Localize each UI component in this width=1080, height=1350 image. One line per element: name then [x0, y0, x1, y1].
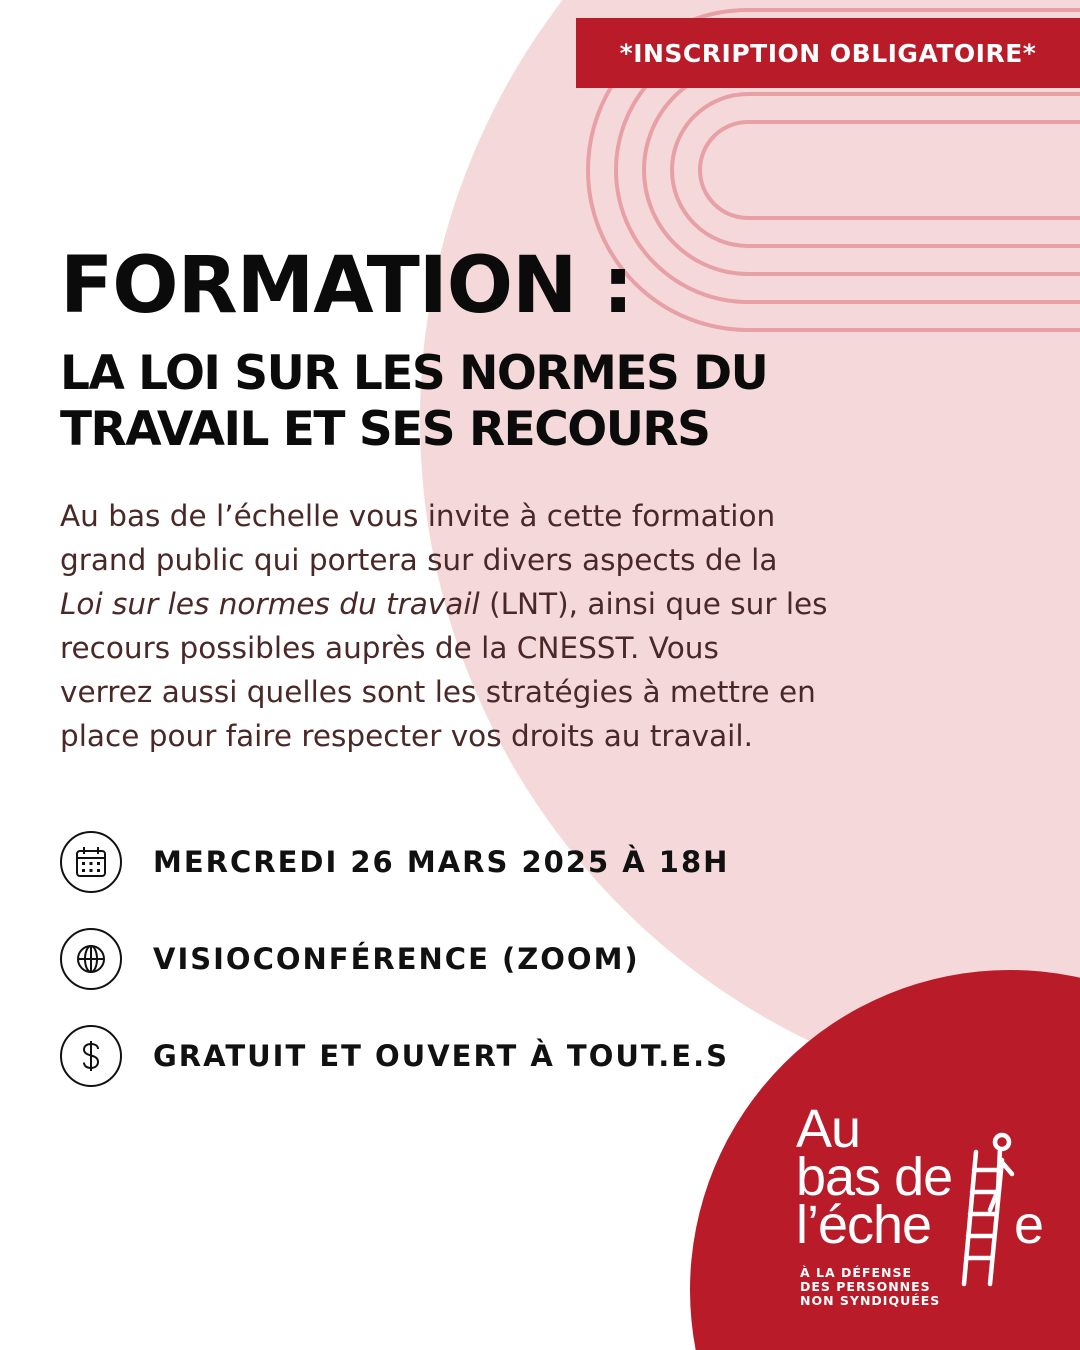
detail-price: [60, 1023, 820, 1089]
subtitle-line-2: TRAVAIL ET SES RECOURS: [60, 402, 710, 457]
description-line: verrez aussi quelles sont les stratégies à mettre en: [60, 675, 816, 709]
description-line: grand public qui portera sur divers aspects de la: [60, 543, 778, 577]
law-title: Loi sur les normes du travail: [60, 587, 480, 621]
logo-word-bas-de: bas de: [796, 1147, 953, 1207]
globe-icon: [60, 928, 122, 990]
description-line: [60, 582, 870, 626]
organization-logo: [796, 1099, 1066, 1322]
detail-date: [60, 829, 820, 895]
logo-tagline-line-2: DES PERSONNES: [800, 1279, 931, 1294]
logo-word-echelle: l’éche: [796, 1195, 932, 1255]
subtitle-line-1: LA LOI SUR LES NORMES DU: [60, 346, 768, 401]
logo-word-echelle-end: e: [1014, 1195, 1044, 1255]
logo-tagline: [800, 1266, 940, 1308]
page-title: FORMATION :: [60, 241, 633, 331]
description-line: place pour faire respecter vos droits au travail.: [60, 719, 753, 753]
calendar-icon: [60, 831, 122, 893]
logo-word-au: Au: [796, 1099, 861, 1159]
detail-date-text: MERCREDI 26 MARS 2025 À 18H: [153, 845, 730, 879]
description-line: Au bas de l’échelle vous invite à cette formation: [60, 499, 776, 533]
logo-tagline-line-3: NON SYNDIQUÉES: [800, 1293, 941, 1308]
description-line: recours possibles auprès de la CNESST. Vous: [60, 631, 719, 665]
registration-banner: *INSCRIPTION OBLIGATOIRE*: [576, 18, 1080, 88]
page-subtitle: [60, 346, 860, 458]
detail-location: [60, 926, 820, 992]
description-text: (LNT), ainsi que sur les: [479, 587, 828, 621]
detail-price-text: GRATUIT ET OUVERT À TOUT.E.S: [153, 1039, 730, 1073]
ladder-figure-icon: [960, 1130, 1018, 1288]
logo-tagline-line-1: À LA DÉFENSE: [800, 1265, 913, 1280]
detail-location-text: VISIOCONFÉRENCE (ZOOM): [153, 942, 640, 976]
dollar-icon: [60, 1025, 122, 1087]
description: [60, 494, 870, 758]
